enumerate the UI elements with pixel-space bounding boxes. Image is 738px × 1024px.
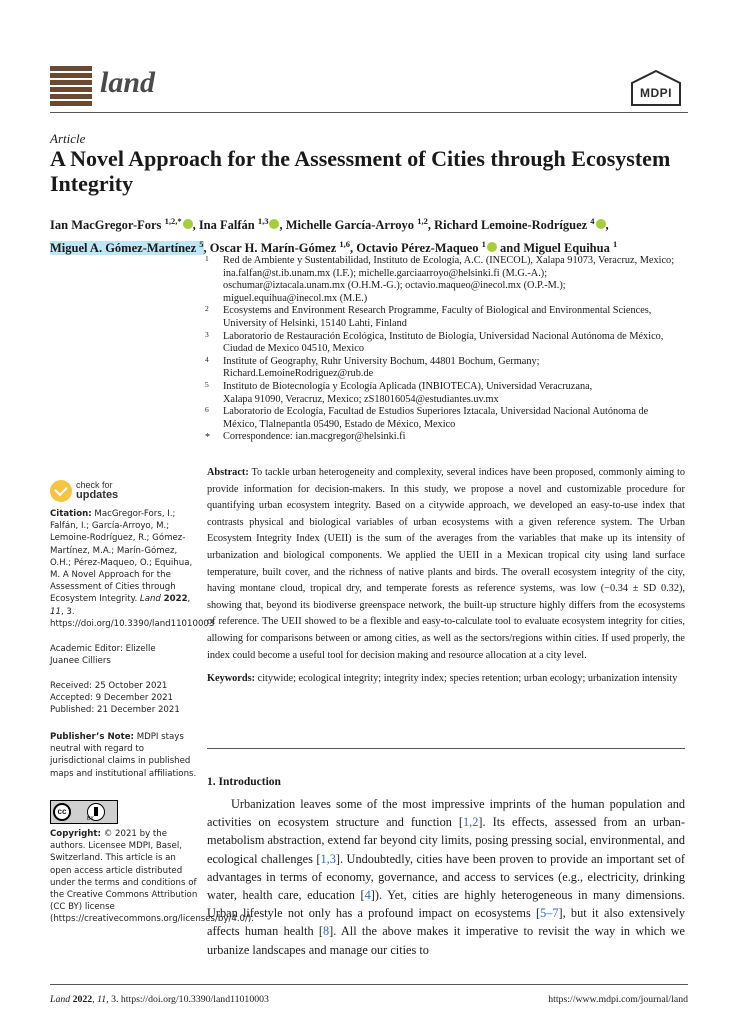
updates-label: updates bbox=[76, 489, 119, 501]
author-affil: 5 bbox=[199, 239, 204, 250]
citation-doi[interactable]: , 3. https://doi.org/10.3390/land11010003 bbox=[50, 606, 215, 629]
author-name[interactable]: Miguel Equihua bbox=[523, 241, 610, 256]
citation-block: Citation: MacGregor-Fors, I.; Falfán, I.; García-Arroyo, M.; Lemoine-Rodríguez, R.; Gómez-Martínez, M.A.; Marín-Gómez, O.H.; Pérez-Maqueo, O.; Equihua, M. A Novel Approach for the Assessment of Cities through Ecosystem Integrity. Land 2022, 11, 3. https://doi.org/10.3390/land11010003 bbox=[50, 509, 215, 629]
affiliation-number: * bbox=[205, 432, 210, 444]
author-affil: 1,2 bbox=[417, 216, 428, 226]
article-type: Article bbox=[50, 131, 86, 146]
affiliation-item bbox=[205, 381, 685, 406]
affiliation-item bbox=[205, 305, 685, 330]
affiliation-line: Institute of Geography, Ruhr University Bochum, 44801 Bochum, Germany; bbox=[223, 355, 540, 367]
check-icon bbox=[50, 480, 72, 502]
footer-rule bbox=[50, 984, 688, 985]
abstract bbox=[207, 465, 685, 664]
affiliation-line: Laboratorio de Restauración Ecológica, Instituto de Biología, Universidad Nacional Autónoma de México, bbox=[223, 330, 664, 342]
affiliation-item bbox=[205, 331, 685, 356]
author-list bbox=[50, 212, 700, 258]
affiliation-line: miguel.equihua@inecol.mx (M.E.) bbox=[223, 292, 368, 304]
author-affil: 1,2,* bbox=[164, 216, 182, 226]
footer-year: 2022 bbox=[72, 994, 93, 1005]
citation-label: Citation: bbox=[50, 509, 92, 519]
author-affil: 4 bbox=[590, 216, 595, 226]
correspondence-line: Correspondence: ian.macgregor@helsinki.fi bbox=[223, 431, 406, 443]
academic-editor bbox=[50, 643, 198, 667]
keywords bbox=[207, 671, 685, 688]
author-name[interactable]: Ian MacGregor-Fors bbox=[50, 218, 162, 233]
copyright-block bbox=[50, 828, 254, 926]
copyright-label: Copyright: bbox=[50, 829, 101, 839]
citation-year: 2022 bbox=[163, 594, 188, 605]
intro-text: ]). Yet, cities are highly heterogeneous in many dimensions. Urban lifestyle not only has a profound impact on ecosystems [ bbox=[207, 888, 686, 921]
author-line-1: Ian MacGregor-Fors $^{1,2,*}$ , Ina Falfán $^{1,3}$ , Michelle García-Arroyo $^{1,2}$, Richard Lemoine-Rodríguez $^4$ , bbox=[50, 216, 609, 233]
author-affil: 1 bbox=[481, 239, 486, 250]
author-name[interactable]: Octavio Pérez-Maqueo bbox=[356, 241, 479, 256]
keywords-text: citywide; ecological integrity; integrity index; species retention; urban ecology; urbanization intensity bbox=[257, 673, 678, 684]
reference-link[interactable]: 5–7 bbox=[540, 906, 559, 921]
author-affil: 1,6 bbox=[339, 239, 350, 250]
orcid-icon[interactable] bbox=[487, 242, 497, 252]
intro-text: ], but it also extensively affects human health [ bbox=[207, 906, 686, 939]
affiliation-line: México, Tlalnepantla 05490, Estado de México, Mexico bbox=[223, 418, 456, 430]
affiliation-number: 3 bbox=[205, 329, 209, 339]
published-date: Published: 21 December 2021 bbox=[50, 705, 180, 716]
affiliations bbox=[205, 255, 685, 444]
footer-journal: Land bbox=[50, 994, 71, 1005]
publisher-note bbox=[50, 731, 198, 780]
affiliation-line: Xalapa 91090, Veracruz, Mexico; zS18016054@estudiantes.uv.mx bbox=[223, 393, 499, 405]
affiliation-line: Ecosystems and Environment Research Programme, Faculty of Biological and Environmental Sciences, bbox=[223, 305, 652, 317]
keywords-label: Keywords: bbox=[207, 673, 256, 684]
journal-name: land bbox=[100, 66, 156, 99]
cc-license-badge[interactable] bbox=[50, 800, 118, 824]
publisher-note-label: Publisher’s Note: bbox=[50, 732, 134, 742]
author-name[interactable]: Ina Falfán bbox=[198, 218, 255, 233]
affiliation-line: Laboratorio de Ecología, Facultad de Estudios Superiores Iztacala, Universidad Nacional Autónoma de bbox=[223, 406, 649, 418]
intro-text: ]. All the above makes it imperative to revisit the way in which we urbanize landscapes and manage our cities to bbox=[207, 924, 685, 957]
affiliation-line: Richard.LemoineRodriguez@rub.de bbox=[223, 368, 374, 380]
orcid-icon[interactable] bbox=[183, 219, 193, 229]
abstract-text: To tackle urban heterogeneity and complexity, several indices have been proposed, commonly aiming to provide information for decision-makers. In this study, we propose a novel and customizable procedure for quantifying urban ecosystem integrity. Based on a citywide approach, we developed an easy-to-use index that contrasts physical and biological variables of urban ecosystems with a given reference system. The Urban Ecosystem Integrity Index (UEII) is the sum of the averages from the variables that make up its intensity of urbanization and biological components. We applied the UEII in a Mexican tropical city using land surface temperature, built cover, and the richness of native plants and birds. The overall ecosystem integrity of the city, having montane cloud, tropical dry, and temperate forests as reference systems, was low (−0.34 ± SD 0.32), showing that, beyond its biodiverse greenspace network, the built-up structure highly differs from the ecosystems of reference. The UEII showed to be a flexible and easy-to-calculate tool to evaluate ecosystem integrity for cities, allowing for comparisons between or among cities, as well as the sectors/regions within cities. If used properly, the index could become a useful tool for decision making and resource allocation at a city level. bbox=[207, 467, 685, 661]
affiliation-item bbox=[205, 255, 685, 305]
citation-journal: Land bbox=[139, 594, 161, 605]
author-name-highlighted[interactable]: Miguel A. Gómez-Martínez bbox=[50, 241, 197, 256]
affiliation-number: 4 bbox=[205, 354, 209, 364]
check-for-updates-button[interactable] bbox=[50, 480, 170, 504]
footer-doi[interactable]: , 3. https://doi.org/10.3390/land11010003 bbox=[106, 994, 269, 1005]
affiliation-item bbox=[205, 406, 685, 431]
section-heading: 1. Introduction bbox=[207, 776, 281, 788]
affiliation-line: Red de Ambiente y Sustentabilidad, Instituto de Ecología, A.C. (INECOL), Xalapa 91073, Veracruz, Mexico; bbox=[223, 255, 675, 266]
affiliation-line: Instituto de Biotecnología y Ecología Aplicada (INBIOTECA), Universidad Veracruzana, bbox=[223, 380, 593, 392]
publisher-note-text: MDPI stays neutral with regard to jurisdictional claims in published maps and institutional affiliations. bbox=[50, 732, 197, 779]
citation-volume: 11 bbox=[50, 606, 61, 617]
author-name[interactable]: Richard Lemoine-Rodríguez bbox=[434, 218, 588, 233]
affiliation-line: oschumar@iztacala.unam.mx (O.H.M.-G.); octavio.maqueo@inecol.mx (O.P.-M.); bbox=[223, 280, 566, 292]
journal-logo bbox=[50, 66, 92, 106]
citation-text: MacGregor-Fors, I.; Falfán, I.; García-Arroyo, M.; Lemoine-Rodríguez, R.; Gómez-Martínez, M.A.; Marín-Gómez, O.H.; Pérez-Maqueo, O.; Equihua, M. A Novel Approach for the Assessment of Cities through Ecosystem Integrity. bbox=[50, 509, 193, 605]
affiliation-line: Ciudad de Mexico 04510, Mexico bbox=[223, 343, 364, 355]
abstract-rule bbox=[207, 748, 685, 749]
copyright-text: © 2021 by the authors. Licensee MDPI, Basel, Switzerland. This article is an open access article distributed under the terms and conditions of the Creative Commons Attribution (CC BY) license (https://creativecommons.org/licenses/by/4.0/). bbox=[50, 829, 254, 925]
author-affil: 1 bbox=[612, 239, 618, 250]
intro-text: ]. Undoubtedly, cities have been proven to provide an important set of advantages in terms of economy, governance, and access to services (e.g., electricity, drinking water, health care, education [ bbox=[207, 851, 685, 903]
affiliation-number: 2 bbox=[205, 304, 209, 314]
reference-link[interactable]: 4 bbox=[364, 888, 371, 903]
dates-block bbox=[50, 680, 198, 717]
publisher-name: MDPI bbox=[640, 86, 672, 100]
accepted-date: Accepted: 9 December 2021 bbox=[50, 693, 174, 704]
cc-icon: cc bbox=[53, 803, 71, 821]
affiliation-item bbox=[205, 356, 685, 381]
editor-label: Academic Editor: Elizelle bbox=[50, 644, 156, 654]
editor-name: Juanee Cilliers bbox=[50, 656, 111, 667]
reference-link[interactable]: 8 bbox=[323, 924, 330, 939]
orcid-icon[interactable] bbox=[269, 219, 279, 229]
author-name[interactable]: Oscar H. Marín-Gómez bbox=[209, 241, 337, 256]
author-affil: 1,3 bbox=[257, 216, 269, 226]
page-title: A Novel Approach for the Assessment of Cities through Ecosystem Integrity bbox=[50, 146, 671, 196]
affiliation-number: 6 bbox=[205, 405, 209, 415]
abstract-label: Abstract: bbox=[207, 467, 249, 478]
author-and: and bbox=[500, 241, 521, 256]
author-name[interactable]: Michelle García-Arroyo bbox=[285, 218, 415, 233]
mdpi-logo bbox=[630, 70, 682, 108]
header-rule bbox=[50, 112, 688, 113]
affiliation-line: University of Helsinki, 15140 Lahti, Finland bbox=[223, 317, 407, 329]
intro-text: ]. Its effects, assessed from an urban-metabolism abstraction, extend far beyond city limits, posing pressing social, environmental, and ecological challenges [ bbox=[207, 815, 685, 866]
check-for-label: check for bbox=[76, 480, 113, 490]
affiliation-item bbox=[205, 431, 685, 444]
orcid-icon[interactable] bbox=[596, 219, 606, 229]
footer-url[interactable]: https://www.mdpi.com/journal/land bbox=[548, 994, 688, 1005]
reference-link[interactable]: 1,3 bbox=[320, 851, 336, 866]
affiliation-number: 5 bbox=[205, 379, 209, 389]
affiliation-number: 1 bbox=[205, 254, 209, 263]
by-label: BY bbox=[87, 816, 94, 822]
affiliation-line: ina.falfan@st.ib.unam.mx (I.F.); michelle.garciaarroyo@helsinki.fi (M.G.-A.); bbox=[223, 267, 548, 279]
intro-text: Urbanization leaves some of the most impressive imprints of the human population and activities on ecosystem structure and function [ bbox=[207, 797, 685, 830]
intro-paragraph bbox=[207, 795, 685, 959]
footer-citation: Land 2022, 11, 3. https://doi.org/10.3390/land11010003 bbox=[50, 994, 269, 1005]
reference-link[interactable]: 1,2 bbox=[463, 815, 479, 830]
author-line-2: Miguel A. Gómez-Martínez $^5$, Oscar H. Marín-Gómez $^{1,6}$, Octavio Pérez-Maqueo $^1$ and Miguel Equihua $^1$ bbox=[50, 239, 618, 256]
footer-volume: 11 bbox=[97, 994, 107, 1005]
received-date: Received: 25 October 2021 bbox=[50, 681, 168, 691]
